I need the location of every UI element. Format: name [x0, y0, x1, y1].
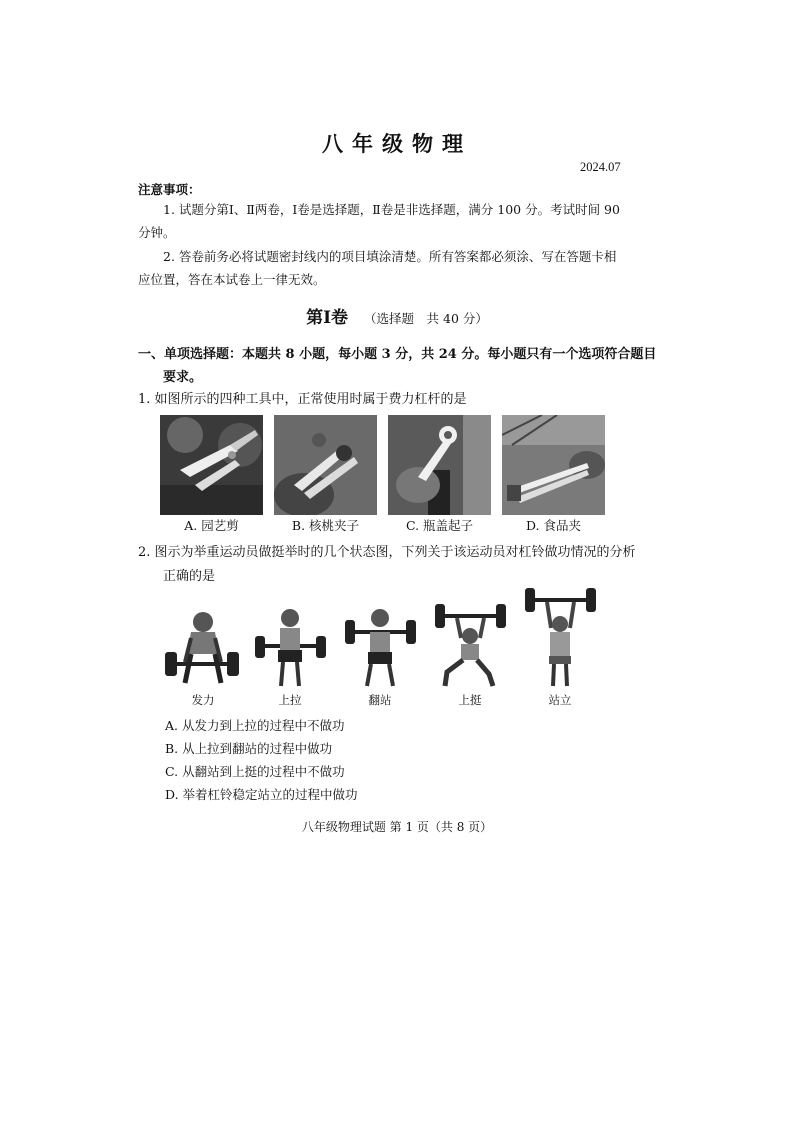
page-title: 八年级物理 [322, 131, 472, 156]
stage-label-clean: 翻站 [368, 693, 392, 707]
lifter-stage-stand [523, 588, 598, 690]
stage-label-jerk: 上挺 [458, 693, 482, 707]
notice-heading: 注意事项： [138, 182, 201, 197]
notice-item-1-cont: 分钟。 [138, 225, 176, 240]
section-title: 第Ⅰ卷 [306, 308, 349, 328]
photo-walnut-cracker [274, 415, 377, 515]
question-1-stem: 1. 如图所示的四种工具中，正常使用时属于费力杠杆的是 [138, 392, 467, 407]
photo-bottle-opener [388, 415, 491, 515]
caption-a: A. 园艺剪 [184, 518, 239, 533]
question-2-stem: 2. 图示为举重运动员做挺举时的几个状态图，下列关于该运动员对杠铃做功情况的分析 [138, 545, 636, 560]
lifter-stage-jerk [433, 588, 508, 690]
lifter-stage-power [163, 588, 241, 690]
section-heading [0, 303, 794, 328]
caption-c: C. 瓶盖起子 [405, 518, 474, 533]
photo-food-tongs [502, 415, 605, 515]
caption-b: B. 核桃夹子 [291, 518, 360, 533]
question-2-stem-cont: 正确的是 [163, 569, 216, 584]
stage-label-power: 发力 [191, 693, 215, 707]
stage-label-pull: 上拉 [278, 693, 302, 707]
option-c: C. 从翻站到上挺的过程中不做功 [165, 764, 345, 779]
section-subtitle: （选择题 共 40 分） [364, 311, 488, 326]
notice-item-1: 1. 试题分第Ⅰ、Ⅱ两卷，Ⅰ卷是选择题，Ⅱ卷是非选择题，满分 100 分。考试时间 90 [163, 202, 620, 217]
lifter-stage-pull [253, 588, 328, 690]
part1-instruction: 一、单项选择题：本题共 8 小题，每小题 3 分，共 24 分。每小题只有一个选项符合题目 [138, 347, 657, 362]
notice-item-2-cont: 应位置，答在本试卷上一律无效。 [138, 272, 326, 287]
photo-garden-shears [160, 415, 263, 515]
option-b: B. 从上拉到翻站的过程中做功 [165, 741, 333, 756]
page-footer: 八年级物理试题 第 1 页（共 8 页） [301, 820, 493, 834]
part1-instruction-cont: 要求。 [163, 370, 203, 385]
option-a: A. 从发力到上拉的过程中不做功 [165, 718, 345, 733]
caption-d: D. 食品夹 [525, 518, 582, 533]
option-d: D. 举着杠铃稳定站立的过程中做功 [165, 787, 358, 802]
lifter-stage-clean [343, 588, 418, 690]
notice-item-2: 2. 答卷前务必将试题密封线内的项目填涂清楚。所有答案都必须涂、写在答题卡相 [163, 249, 617, 264]
exam-date: 2024.07 [580, 160, 621, 174]
stage-label-stand: 站立 [548, 693, 572, 707]
